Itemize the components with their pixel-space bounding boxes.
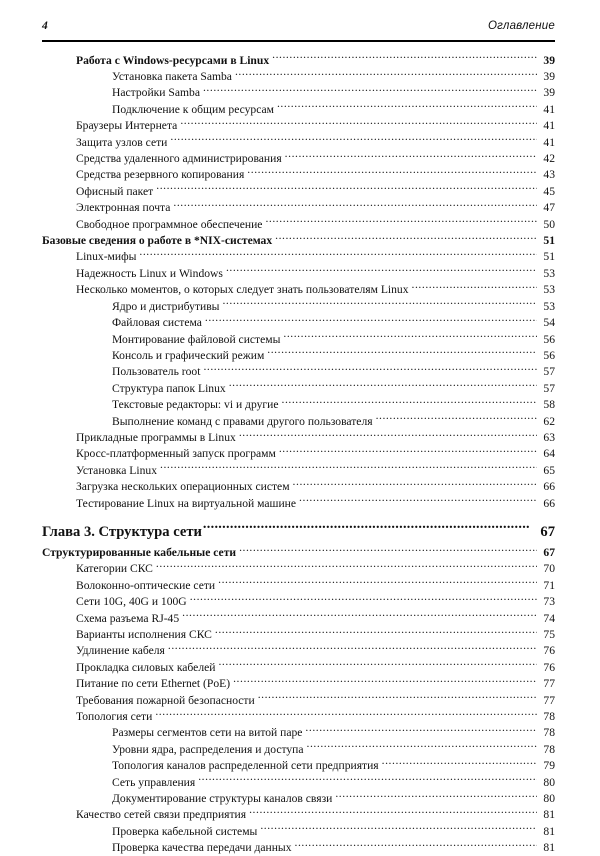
- toc-leader-dots: [239, 429, 537, 441]
- toc-entry[interactable]: [76, 676, 555, 692]
- toc-entry-page: 56: [543, 332, 555, 346]
- toc-entry-title: Уровни ядра, распределения и доступа: [112, 742, 304, 756]
- toc-leader-dots: [277, 101, 537, 113]
- toc-entry-title: Качество сетей связи предприятия: [76, 808, 247, 822]
- toc-entry-title: Защита узлов сети: [76, 135, 168, 149]
- toc-entry-page: 67: [543, 545, 555, 559]
- toc-leader-dots: [335, 790, 537, 802]
- toc-leader-dots: [275, 232, 537, 244]
- toc-leader-dots: [247, 167, 537, 179]
- toc-entry[interactable]: [112, 741, 555, 757]
- toc-leader-dots: [249, 807, 537, 819]
- toc-chapter-entry[interactable]: [42, 520, 555, 544]
- toc-entry-title: Текстовые редакторы: vi и другие: [112, 398, 279, 412]
- toc-leader-dots: [222, 298, 537, 310]
- toc-entry-page: 39: [543, 86, 555, 100]
- toc-leader-dots: [190, 594, 537, 606]
- toc-entry-title: Сети 10G, 40G и 100G: [76, 595, 187, 609]
- toc-entry[interactable]: [112, 413, 555, 429]
- toc-entry-page: 57: [543, 381, 555, 395]
- toc-leader-dots: [205, 315, 537, 327]
- toc-entry-page: 76: [543, 660, 555, 674]
- toc-entry-title: Ядро и дистрибутивы: [112, 299, 220, 313]
- toc-entry[interactable]: [76, 249, 555, 265]
- toc-leader-dots: [170, 134, 537, 146]
- toc-entry[interactable]: [76, 692, 555, 708]
- toc-entry-page: 41: [543, 119, 555, 133]
- running-title: Оглавление: [488, 20, 555, 32]
- toc-entry-title: Консоль и графический режим: [112, 348, 265, 362]
- toc-entry[interactable]: [76, 462, 555, 478]
- toc-entry-page: 78: [543, 726, 555, 740]
- toc-leader-dots: [282, 397, 538, 409]
- toc-entry-page: 67: [540, 524, 555, 541]
- toc-entry-page: 53: [543, 266, 555, 280]
- toc-entry[interactable]: [76, 495, 555, 511]
- toc-entry[interactable]: [76, 52, 555, 68]
- toc-leader-dots: [160, 462, 537, 474]
- toc-entry[interactable]: [112, 397, 555, 413]
- toc-entry-page: 53: [543, 299, 555, 313]
- toc-entry-title: Прикладные программы в Linux: [76, 430, 236, 444]
- toc-entry[interactable]: [112, 823, 555, 839]
- toc-entry-page: 75: [543, 628, 555, 641]
- toc-leader-dots: [156, 183, 537, 195]
- toc-leader-dots: [382, 758, 537, 770]
- toc-entry[interactable]: [112, 101, 555, 117]
- toc-leader-dots: [139, 249, 537, 261]
- toc-leader-dots: [307, 741, 537, 753]
- toc-entry-page: 80: [543, 775, 555, 789]
- toc-entry-page: 70: [543, 562, 555, 576]
- toc-entry-title: Требования пожарной безопасности: [76, 693, 255, 707]
- toc-entry[interactable]: [76, 265, 555, 281]
- toc-entry-title: Документирование структуры каналов связи: [112, 792, 333, 806]
- toc-entry-page: 78: [543, 742, 555, 756]
- toc-entry-title: Электронная почта: [76, 201, 171, 215]
- toc-entry-page: 51: [543, 250, 555, 264]
- toc-leader-dots: [218, 659, 537, 671]
- toc-leader-dots: [229, 380, 537, 392]
- toc-entry-page: 65: [543, 463, 555, 477]
- toc-leader-dots: [235, 68, 537, 80]
- toc-entry-page: 39: [543, 53, 555, 67]
- toc-leader-dots: [203, 522, 529, 537]
- toc-entry[interactable]: [112, 790, 555, 806]
- toc-leader-dots: [239, 544, 537, 556]
- toc-entry-title: Тестирование Linux на виртуальной машине: [76, 496, 297, 510]
- toc-entry-title: Монтирование файловой системы: [112, 332, 281, 346]
- toc-entry-title: Несколько моментов, о которых следует знать пользователям Linux: [76, 283, 409, 297]
- toc-entry-page: 39: [543, 70, 555, 83]
- toc-entry[interactable]: [76, 200, 555, 216]
- toc-leader-dots: [233, 676, 537, 688]
- toc-entry-title: Пользователь root: [112, 365, 201, 379]
- toc-entry[interactable]: [76, 626, 555, 642]
- toc-entry-page: 66: [543, 496, 555, 510]
- toc-leader-dots: [267, 347, 537, 359]
- toc-leader-dots: [412, 282, 537, 294]
- toc-entry-page: 80: [543, 792, 555, 806]
- toc-entry[interactable]: [112, 68, 555, 84]
- toc-entry-title: Работа с Windows-ресурсами в Linux: [76, 53, 270, 67]
- toc-entry-title: Подключение к общим ресурсам: [112, 102, 274, 116]
- toc-entry-title: Средства удаленного администрирования: [76, 152, 282, 166]
- toc-entry[interactable]: [76, 708, 555, 724]
- toc-entry[interactable]: [76, 167, 555, 183]
- toc-entry-page: 57: [543, 365, 555, 379]
- toc-entry-page: 77: [543, 693, 555, 707]
- toc-entry[interactable]: [76, 577, 555, 593]
- toc-entry[interactable]: [76, 643, 555, 659]
- toc-leader-dots: [279, 446, 537, 458]
- toc-entry-title: Структурированные кабельные сети: [42, 545, 237, 559]
- toc-leader-dots: [173, 200, 537, 212]
- toc-entry-page: 58: [543, 398, 555, 412]
- toc-entry[interactable]: [112, 840, 555, 856]
- toc-leader-dots: [203, 85, 537, 97]
- toc-entry-title: Офисный пакет: [76, 184, 154, 198]
- toc-entry-title: Удлинение кабеля: [76, 644, 165, 658]
- toc-entry-page: 73: [543, 595, 555, 609]
- toc-entry-page: 76: [543, 644, 555, 658]
- toc-entry-title: Волоконно-оптические сети: [76, 578, 216, 592]
- toc-leader-dots: [168, 643, 537, 655]
- toc-entry-page: 56: [543, 348, 555, 362]
- toc-entry[interactable]: [76, 594, 555, 610]
- toc-entry[interactable]: [112, 380, 555, 396]
- toc-leader-dots: [226, 265, 537, 277]
- header-rule: [42, 40, 555, 42]
- toc-entry-title: Топология сети: [76, 710, 153, 724]
- toc-leader-dots: [299, 495, 537, 507]
- toc-leader-dots: [215, 626, 537, 638]
- toc-entry-title: Схема разъема RJ-45: [76, 611, 180, 625]
- toc-entry-title: Выполнение команд с правами другого пользователя: [112, 414, 373, 428]
- toc-leader-dots: [305, 725, 537, 737]
- toc-entry[interactable]: [76, 216, 555, 232]
- toc-entry-title: Питание по сети Ethernet (PoE): [76, 677, 231, 691]
- toc-entry[interactable]: [76, 183, 555, 199]
- toc-entry[interactable]: [76, 150, 555, 166]
- toc-entry[interactable]: [76, 134, 555, 150]
- toc-entry-page: 66: [543, 480, 555, 494]
- toc-entry[interactable]: [112, 347, 555, 363]
- toc-entry[interactable]: [76, 118, 555, 134]
- toc-entry-page: 53: [543, 283, 555, 297]
- toc-entry[interactable]: [76, 807, 555, 823]
- toc-entry-title: Установка пакета Samba: [112, 70, 232, 83]
- toc-entry-title: Браузеры Интернета: [76, 119, 178, 133]
- toc-entry-page: 64: [543, 447, 555, 461]
- toc-entry-title: Загрузка нескольких операционных систем: [76, 480, 290, 494]
- toc-entry-title: Linux-мифы: [76, 250, 137, 264]
- toc-entry-title: Размеры сегментов сети на витой паре: [112, 726, 303, 740]
- toc-entry[interactable]: [112, 85, 555, 101]
- toc-entry-page: 45: [543, 184, 555, 198]
- running-head: [42, 21, 555, 33]
- toc-entry[interactable]: [112, 331, 555, 347]
- toc-leader-dots: [182, 610, 537, 622]
- toc-entry[interactable]: [76, 429, 555, 445]
- toc-leader-dots: [293, 479, 537, 491]
- toc-entry-page: 63: [543, 430, 555, 444]
- table-of-contents: [42, 52, 555, 856]
- toc-entry-title: Категории СКС: [76, 562, 153, 576]
- toc-entry[interactable]: [42, 544, 555, 560]
- toc-entry[interactable]: [42, 232, 555, 248]
- toc-entry-page: 41: [543, 135, 555, 149]
- toc-entry-title: Надежность Linux и Windows: [76, 266, 223, 280]
- toc-entry-page: 41: [543, 102, 555, 116]
- toc-entry[interactable]: [76, 282, 555, 298]
- toc-entry[interactable]: [76, 659, 555, 675]
- toc-entry-page: 74: [543, 611, 555, 625]
- toc-entry-page: 77: [543, 677, 555, 691]
- toc-leader-dots: [156, 561, 537, 573]
- toc-entry-title: Структура папок Linux: [112, 381, 226, 395]
- toc-entry-page: 81: [543, 824, 555, 838]
- toc-entry-title: Сеть управления: [112, 775, 196, 789]
- toc-entry-page: 71: [543, 578, 555, 592]
- toc-entry[interactable]: [112, 774, 555, 790]
- toc-entry-title: Варианты исполнения СКС: [76, 628, 212, 641]
- toc-leader-dots: [272, 52, 537, 64]
- toc-entry-title: Топология каналов распределенной сети предприятия: [112, 759, 379, 773]
- toc-entry-title: Проверка кабельной системы: [112, 824, 258, 838]
- toc-entry-page: 42: [543, 152, 555, 166]
- toc-leader-dots: [198, 774, 537, 786]
- toc-entry-page: 78: [543, 710, 555, 724]
- toc-entry-title: Свободное программное обеспечение: [76, 217, 263, 231]
- toc-entry[interactable]: [76, 446, 555, 462]
- toc-leader-dots: [376, 413, 537, 425]
- toc-entry-title: Установка Linux: [76, 463, 157, 477]
- toc-entry[interactable]: [112, 364, 555, 380]
- toc-entry-page: 47: [543, 201, 555, 215]
- toc-entry-title: Файловая система: [112, 316, 202, 330]
- toc-leader-dots: [283, 331, 537, 343]
- toc-entry-title: Проверка качества передачи данных: [112, 841, 292, 855]
- toc-entry[interactable]: [112, 725, 555, 741]
- toc-leader-dots: [218, 577, 537, 589]
- toc-entry[interactable]: [112, 298, 555, 314]
- toc-entry-title: Базовые сведения о работе в *NIX-системах: [42, 234, 273, 248]
- toc-entry-page: 51: [543, 234, 555, 248]
- toc-leader-dots: [155, 708, 537, 720]
- toc-entry-title: Прокладка силовых кабелей: [76, 660, 216, 674]
- toc-entry-title: Глава 3. Структура сети: [42, 524, 202, 541]
- toc-entry-title: Настройки Samba: [112, 86, 200, 100]
- toc-entry-title: Кросс-платформенный запуск программ: [76, 447, 276, 461]
- toc-entry-page: 43: [543, 168, 555, 182]
- toc-entry-page: 81: [543, 841, 555, 855]
- toc-entry[interactable]: [76, 561, 555, 577]
- toc-leader-dots: [203, 364, 537, 376]
- toc-leader-dots: [180, 118, 537, 130]
- toc-entry-page: 50: [543, 217, 555, 231]
- toc-leader-dots: [265, 216, 537, 228]
- toc-leader-dots: [258, 692, 537, 704]
- toc-entry[interactable]: [112, 758, 555, 774]
- toc-entry[interactable]: [112, 315, 555, 331]
- toc-entry-title: Средства резервного копирования: [76, 168, 245, 182]
- toc-entry-page: 62: [543, 414, 555, 428]
- toc-leader-dots: [295, 840, 538, 852]
- toc-leader-dots: [285, 150, 537, 162]
- toc-entry-page: 81: [543, 808, 555, 822]
- toc-entry-page: 54: [543, 316, 555, 330]
- toc-entry[interactable]: [76, 610, 555, 626]
- toc-entry[interactable]: [76, 479, 555, 495]
- toc-leader-dots: [260, 823, 537, 835]
- page-number: 4: [42, 20, 48, 32]
- toc-entry-page: 79: [543, 759, 555, 773]
